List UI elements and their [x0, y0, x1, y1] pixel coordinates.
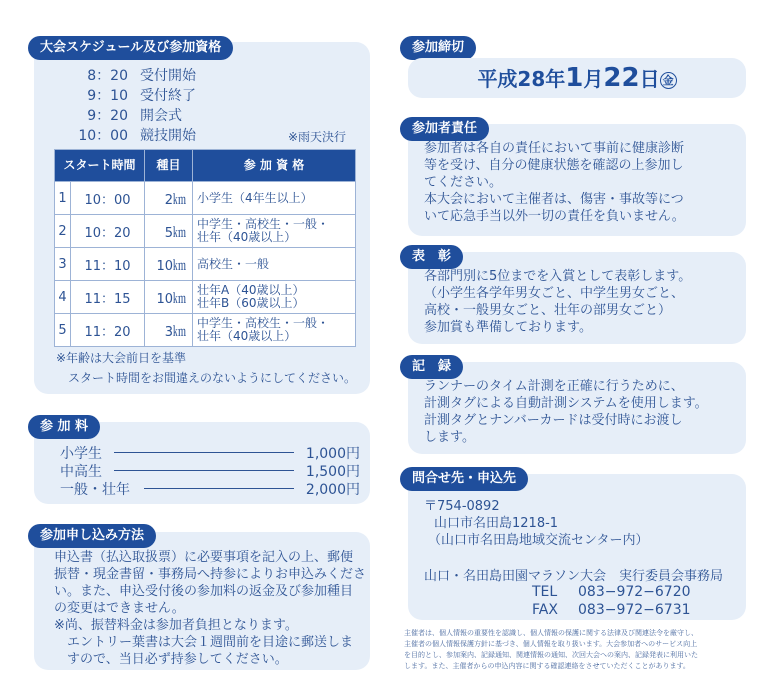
schedule-item: 9：10 受付終了	[87, 88, 196, 104]
deadline-date: 平成28年1月22日 金	[408, 58, 746, 98]
table-row: 1 10：00 2㎞ 小学生（4年生以上）	[55, 182, 356, 215]
table-row: 5 11：20 3㎞ 中学生・高校生・一般・ 壮年（40歳以上）	[55, 314, 356, 347]
deadline-header: 参加締切	[400, 36, 476, 60]
responsibility-header: 参加者責任	[400, 117, 489, 141]
table-row: 4 11：15 10㎞ 壮年A（40歳以上） 壮年B（60歳以上）	[55, 281, 356, 314]
table-row: 3 11：10 10㎞ 高校生・一般	[55, 248, 356, 281]
table-row: 2 10：20 5㎞ 中学生・高校生・一般・ 壮年（40歳以上）	[55, 215, 356, 248]
privacy-notice: 主催者は、個人情報の重要性を認識し、個人情報の保護に関する法律及び関連法令を厳守し、 主催者の個人情報保護方針に基づき、個人情報を取り扱います。大会参加者へのサービス向上 を目的とし、参加案内、記録通知、関連情報の通知、次回大会への案内、記録発表に利用いた します。また、主催者からの申込内容に関する確認連絡をさせていただくことがあります。	[404, 629, 698, 670]
rain-note: ※雨天決行	[288, 130, 347, 144]
responsibility-text: 参加者は各自の責任において事前に健康診断 等を受け、自分の健康状態を確認の上参加し てください。 本大会において主催者は、傷害・事故等につ いて応急手当以外一切の責任を負いません。	[424, 141, 685, 224]
th-event: 種目	[145, 150, 193, 182]
weekday-badge: 金	[660, 72, 677, 89]
award-text: 各部門別に5位までを入賞として表彰します。 （小学生各学年男女ごと、中学生男女ごと、 高校・一般男女ごと、壮年の部男女ごと） 参加賞も準備しております。	[424, 269, 692, 335]
event-table	[54, 149, 356, 347]
contact-postal: 〒754-0892	[424, 499, 500, 514]
th-qual: 参 加 資 格	[193, 150, 356, 182]
th-start: スタート時間	[55, 150, 145, 182]
schedule-header: 大会スケジュール及び参加資格	[28, 36, 233, 60]
schedule-item: 10：00 競技開始	[78, 128, 196, 144]
contact-org: 山口・名田島田園マラソン大会 実行委員会事務局	[424, 569, 724, 584]
contact-fax: FAX 083−972−6731	[532, 602, 691, 618]
award-header: 表 彰	[400, 245, 463, 269]
contact-header: 問合せ先・申込先	[400, 467, 528, 491]
apply-header: 参加申し込み方法	[28, 524, 156, 548]
apply-text: 申込書（払込取扱票）に必要事項を記入の上、郵便 振替・現金書留・事務局へ持参によりお申込みくださ い。また、申込受付後の参加料の返金及び参加種目 の変更はできません。 ※尚、振替料金は参加者負担となります。 エントリー葉書は大会１週間前を目途に郵送しま すので、当日必ず持参してください。	[54, 550, 367, 667]
age-note: ※年齢は大会前日を基準	[56, 351, 187, 365]
start-time-note: スタート時間をお間違えのないようにしてください。	[68, 371, 357, 385]
record-header: 記 録	[400, 355, 463, 379]
schedule-item: 8：20 受付開始	[87, 68, 196, 84]
contact-tel: TEL 083−972−6720	[532, 584, 691, 600]
record-text: ランナーのタイム計測を正確に行うために、 計測タグによる自動計測システムを使用します。 計測タグとナンバーカードは受付時にお渡し します。	[424, 379, 708, 445]
fee-header: 参 加 料	[28, 415, 100, 439]
contact-address: 山口市名田島1218-1	[434, 516, 559, 531]
table-header-row	[55, 150, 356, 182]
contact-facility: （山口市名田島地域交流センター内）	[428, 533, 649, 548]
schedule-item: 9：20 開会式	[87, 108, 182, 124]
